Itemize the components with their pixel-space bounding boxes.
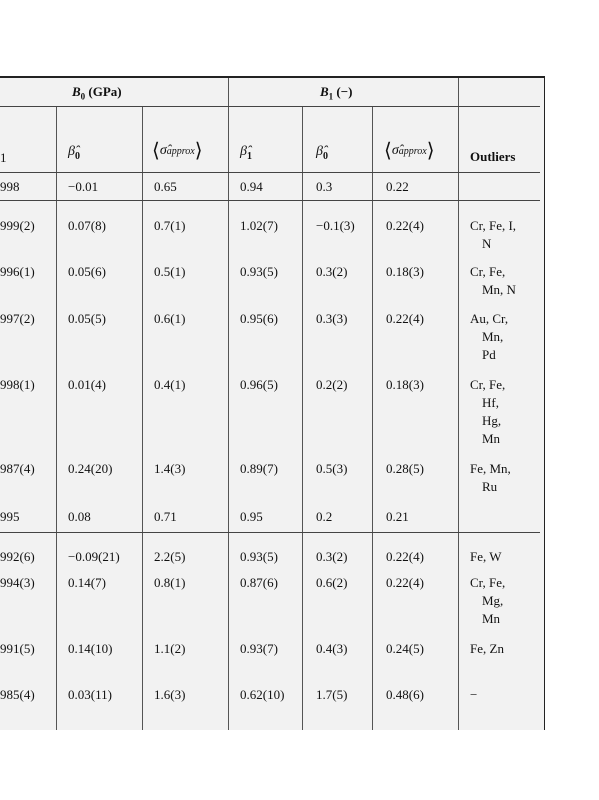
reference-row-rule [0,200,540,201]
column-rule [458,76,459,730]
ref-cell: 998 [0,179,20,194]
outlier-line: Mn, [482,329,504,344]
table-cell: 0.2(2) [316,377,348,392]
outliers-cell [470,460,511,496]
outlier-line: Fe, W [470,549,502,564]
col-header-beta1: $\betâ_1$ [240,144,252,162]
table-cell: 0.89(7) [240,461,278,476]
column-rule [228,76,229,730]
outlier-line: Hg, [482,413,502,428]
col-header-beta0: $\betâ_0$ [68,144,80,162]
outlier-line: − [470,687,478,702]
table-cell: 0.93(5) [240,264,278,279]
outlier-line: Fe, Mn, [470,461,511,476]
table-cell: 0.07(8) [68,218,106,233]
summary-cell: 995 [0,509,20,524]
outliers-cell [470,310,508,364]
table-cell: 0.22(4) [386,218,424,233]
table-cell: 997(2) [0,311,35,326]
summary-cell: 0.21 [386,509,409,524]
table-cell: −0.09(21) [68,549,120,564]
b1-group-header: $B_1$ (−) [320,84,353,102]
table-right-border [544,76,545,730]
table-cell: 0.3(2) [316,264,348,279]
table-cell: 994(3) [0,575,35,590]
table-cell: 0.01(4) [68,377,106,392]
outlier-line: Cr, Fe, [470,377,506,392]
outlier-line: Mn, N [482,282,516,297]
outlier-line: Fe, Zn [470,641,504,656]
table-cell: 987(4) [0,461,35,476]
table-cell: 991(5) [0,641,35,656]
ref-cell: 0.94 [240,179,263,194]
summary-cell: 0.71 [154,509,177,524]
table-cell: 0.6(1) [154,311,186,326]
outlier-line: Mg, [482,593,504,608]
data-table [0,76,545,730]
table-cell: 1.1(2) [154,641,186,656]
outlier-line: Cr, Fe, I, [470,218,517,233]
ref-cell: 0.22 [386,179,409,194]
table-cell: 0.87(6) [240,575,278,590]
outlier-line: Mn [482,611,501,626]
table-top-rule [0,76,545,78]
table-cell: 0.7(1) [154,218,186,233]
table-cell: 0.18(3) [386,264,424,279]
outlier-line: N [482,236,492,251]
table-cell: 992(6) [0,549,35,564]
table-cell: 1.6(3) [154,687,186,702]
outliers-cell [470,640,504,658]
table-cell: 0.22(4) [386,549,424,564]
ref-cell: 0.65 [154,179,177,194]
outlier-line: Pd [482,347,496,362]
table-cell: 0.24(5) [386,641,424,656]
b0-group-header: $B_0$ (GPa) [72,84,122,102]
table-cell: −0.1(3) [316,218,355,233]
table-cell: 999(2) [0,218,35,233]
table-cell: 0.05(5) [68,311,106,326]
table-cell: 0.03(11) [68,687,112,702]
summary-cell: 0.2 [316,509,333,524]
table-cell: 1.4(3) [154,461,186,476]
table-cell: 0.3(3) [316,311,348,326]
table-cell: 0.18(3) [386,377,424,392]
ref-cell: 0.3 [316,179,333,194]
table-cell: 0.4(1) [154,377,186,392]
table-cell: 1.02(7) [240,218,278,233]
table-cell: 0.96(5) [240,377,278,392]
col-header-beta0-b1: $\betâ_0$ [316,144,328,162]
outlier-line: Au, Cr, [470,311,509,326]
outliers-cell [470,686,477,704]
table-cell: 996(1) [0,264,35,279]
header-bottom-rule [0,172,540,173]
outlier-line: Hf, [482,395,499,410]
outliers-cell [470,217,516,253]
table-cell: 0.62(10) [240,687,285,702]
table-cell: 0.28(5) [386,461,424,476]
table-cell: 0.3(2) [316,549,348,564]
outlier-line: Mn [482,431,501,446]
table-cell: 0.93(7) [240,641,278,656]
outliers-cell [470,574,505,628]
outlier-line: Ru [482,479,498,494]
table-cell: 0.14(10) [68,641,113,656]
table-cell: 0.22(4) [386,575,424,590]
table-cell: 0.5(1) [154,264,186,279]
table-cell: 0.24(20) [68,461,113,476]
table-cell: 0.5(3) [316,461,348,476]
outliers-cell [470,548,502,566]
table-cell: 0.95(6) [240,311,278,326]
section-rule [0,532,540,533]
col-header-outliers: Outliers [470,149,516,164]
group-header-rule [0,106,540,107]
outliers-cell [470,376,505,448]
ref-cell: −0.01 [68,179,99,194]
outlier-line: Cr, Fe, [470,575,506,590]
table-cell: 0.22(4) [386,311,424,326]
table-cell: 0.6(2) [316,575,348,590]
outliers-cell [470,263,516,299]
summary-cell: 0.95 [240,509,263,524]
col-header-first: 1 [0,150,7,165]
table-cell: 1.7(5) [316,687,348,702]
col-header-sigma-approx-b1: ⟨σ̂approx⟩ [384,140,435,162]
table-cell: 998(1) [0,377,35,392]
col-header-sigma-approx: ⟨σ̂approx⟩ [152,140,203,162]
outlier-line: Cr, Fe, [470,264,506,279]
table-cell: 2.2(5) [154,549,186,564]
table-cell: 985(4) [0,687,35,702]
table-cell: 0.14(7) [68,575,106,590]
table-cell: 0.8(1) [154,575,186,590]
table-cell: 0.05(6) [68,264,106,279]
table-cell: 0.4(3) [316,641,348,656]
table-cell: 0.48(6) [386,687,424,702]
table-cell: 0.93(5) [240,549,278,564]
summary-cell: 0.08 [68,509,91,524]
